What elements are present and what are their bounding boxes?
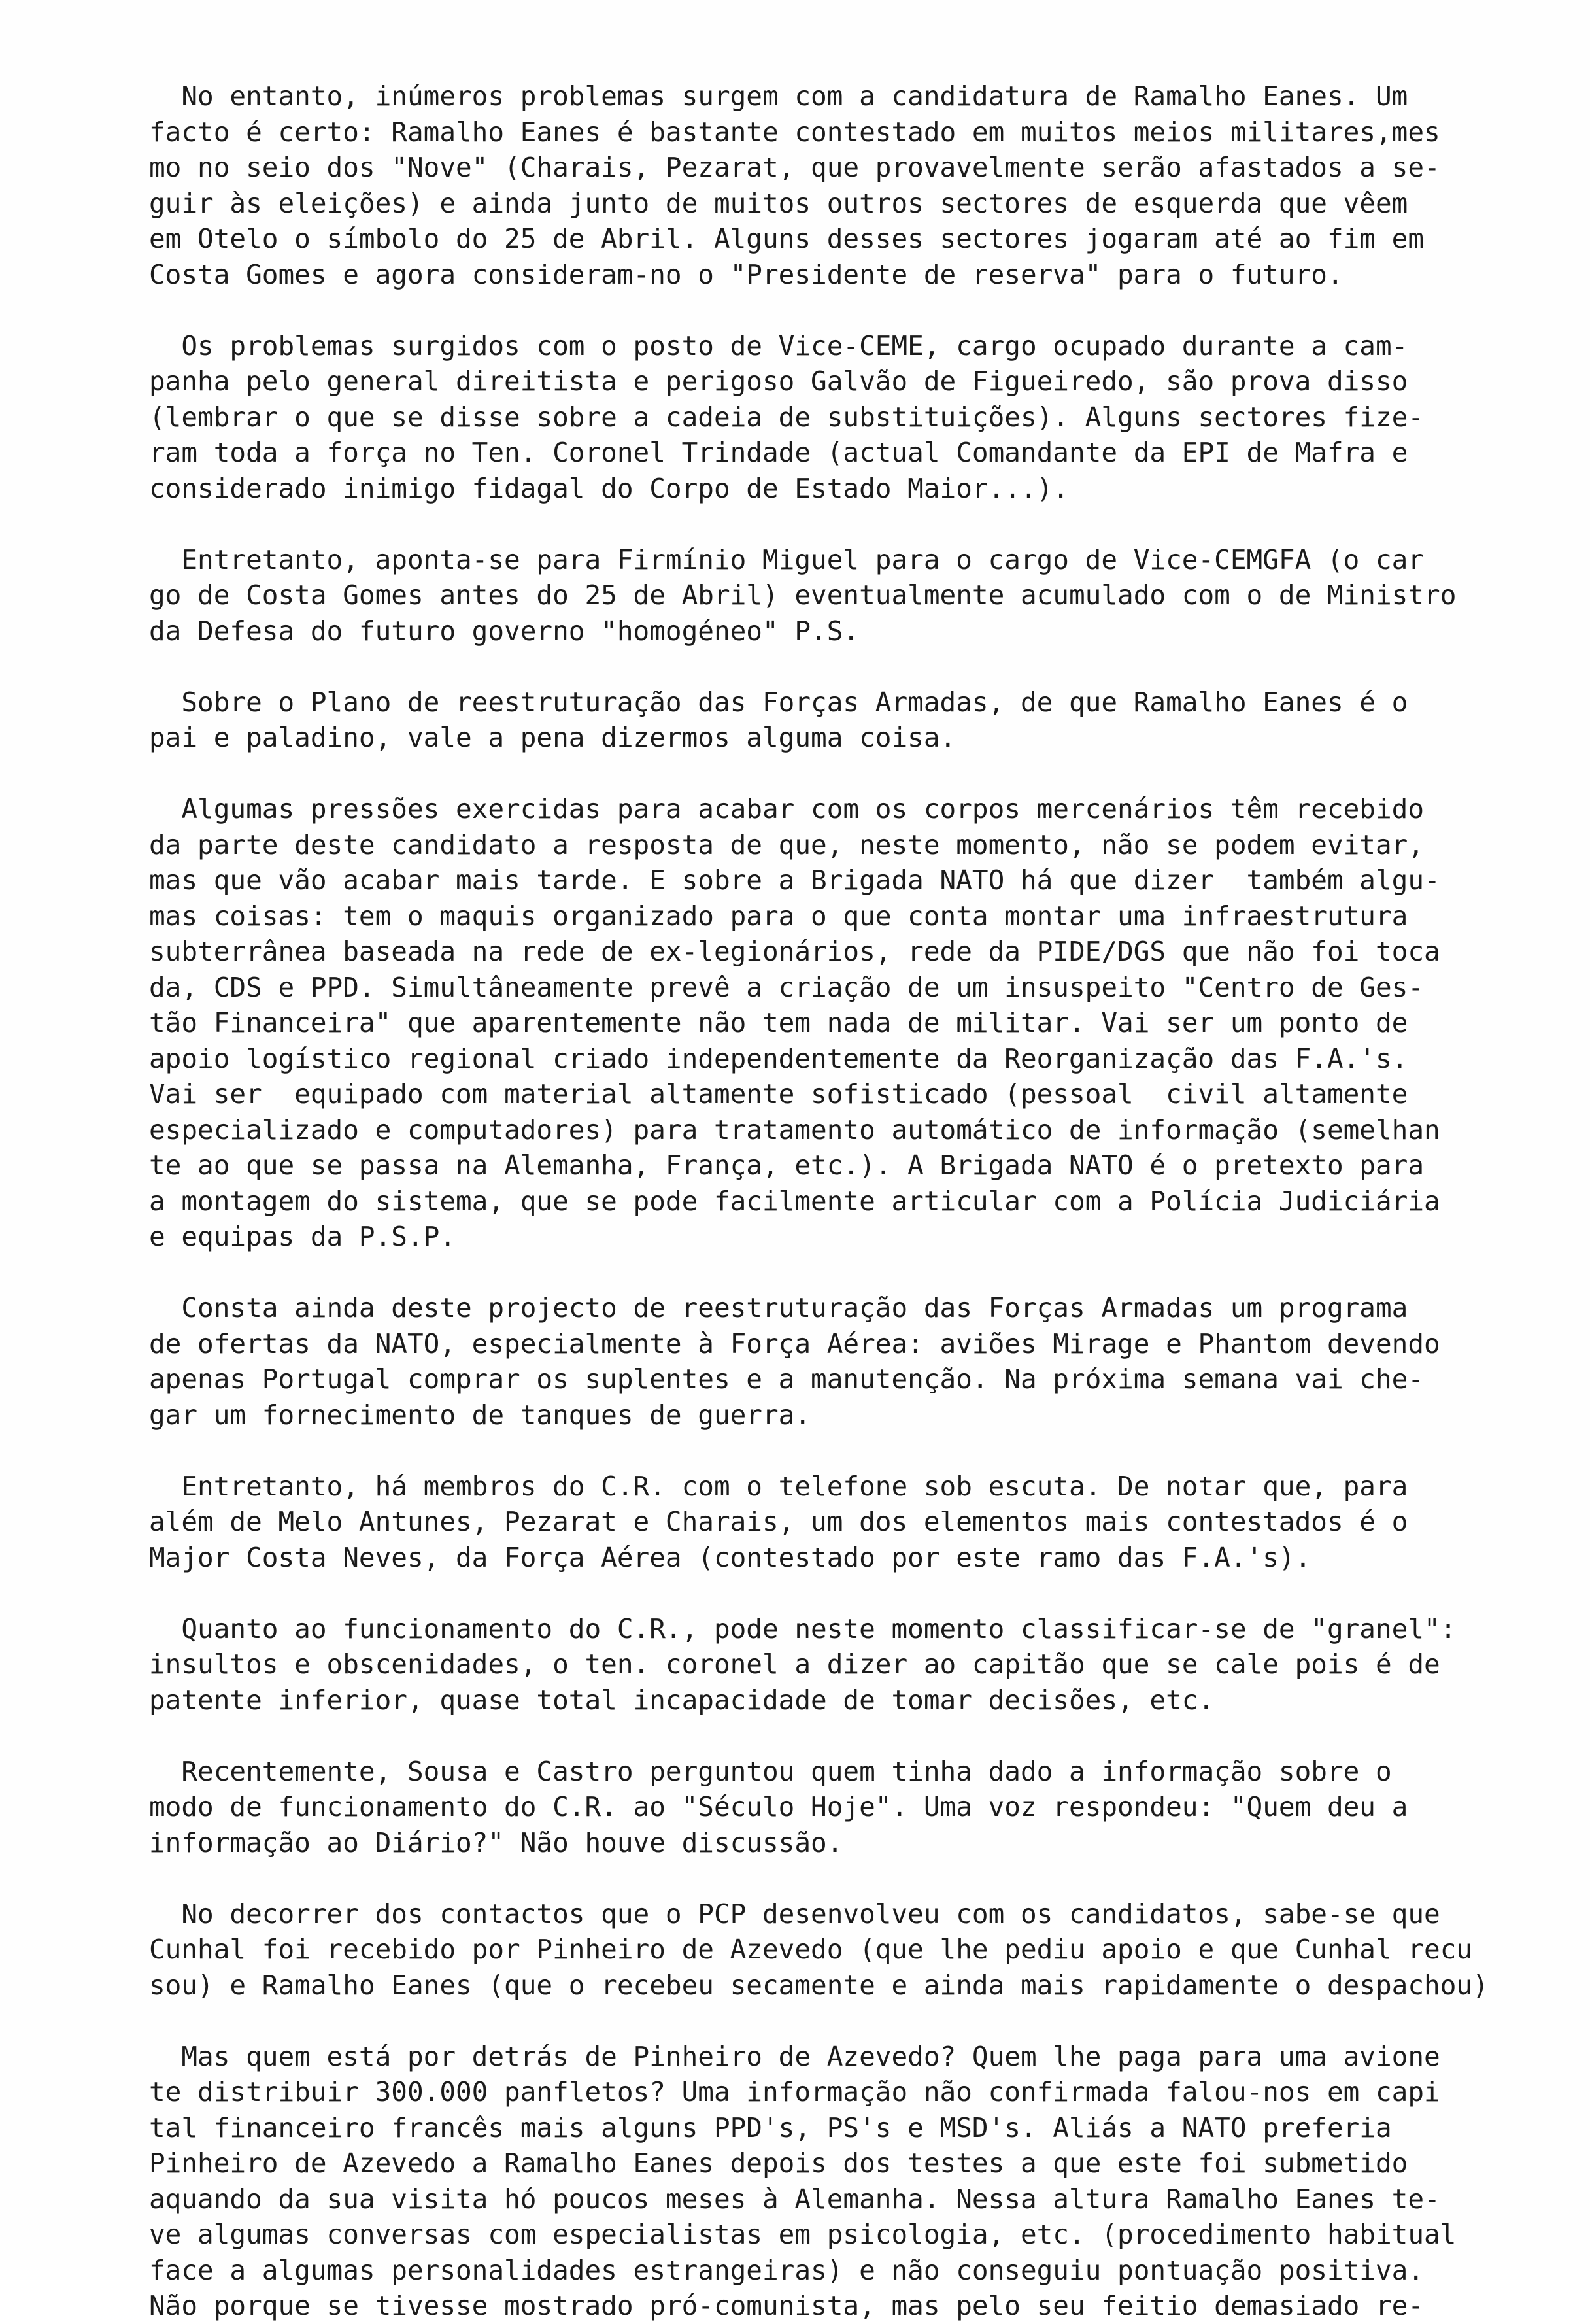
- text-line: Costa Gomes e agora consideram-no o "Presidente de reserva" para o futuro.: [149, 258, 1344, 290]
- text-line: da parte deste candidato a resposta de que, neste momento, não se podem evitar,: [149, 829, 1425, 861]
- text-line: go de Costa Gomes antes do 25 de Abril) eventualmente acumulado com o de Ministro: [149, 579, 1457, 611]
- text-line: Pinheiro de Azevedo a Ramalho Eanes depois dos testes a que este foi submetido: [149, 2147, 1408, 2179]
- paragraph: [149, 1754, 1463, 1861]
- text-line: Cunhal foi recebido por Pinheiro de Azevedo (que lhe pediu apoio e que Cunhal recu: [149, 1934, 1473, 1965]
- text-line: informação ao Diário?" Não houve discussão.: [149, 1826, 843, 1858]
- paragraph: [149, 2039, 1463, 2324]
- text-line: aquando da sua visita hó poucos meses à Alemanha. Nessa altura Ramalho Eanes te-: [149, 2183, 1440, 2215]
- text-line: facto é certo: Ramalho Eanes é bastante contestado em muitos meios militares,mes: [149, 116, 1440, 148]
- text-line: guir às eleições) e ainda junto de muitos outros sectores de esquerda que vêem: [149, 187, 1408, 219]
- text-line: face a algumas personalidades estrangeiras) e não conseguiu pontuação positiva.: [149, 2254, 1425, 2286]
- text-line: especializado e computadores) para tratamento automático de informação (semelhan: [149, 1114, 1440, 1146]
- text-line: ram toda a força no Ten. Coronel Trindade (actual Comandante da EPI de Mafra e: [149, 437, 1408, 468]
- text-line: Os problemas surgidos com o posto de Vice-CEME, cargo ocupado durante a cam-: [149, 330, 1408, 362]
- text-line: Não porque se tivesse mostrado pró-comunista, mas pelo seu feitio demasiado re-: [149, 2290, 1425, 2321]
- text-line: gar um fornecimento de tanques de guerra.: [149, 1399, 811, 1431]
- text-line: da, CDS e PPD. Simultâneamente prevê a criação de um insuspeito "Centro de Ges-: [149, 971, 1425, 1003]
- paragraph: [149, 328, 1463, 507]
- text-line: Major Costa Neves, da Força Aérea (contestado por este ramo das F.A.'s).: [149, 1541, 1311, 1573]
- text-line: Entretanto, aponta-se para Firmínio Miguel para o cargo de Vice-CEMGFA (o car: [149, 543, 1425, 575]
- document-body: [149, 78, 1489, 2324]
- text-line: mo no seio dos "Nove" (Charais, Pezarat, que provavelmente serão afastados a se-: [149, 152, 1440, 183]
- paragraph: [149, 1611, 1463, 1718]
- text-line: Algumas pressões exercidas para acabar com os corpos mercenários têm recebido: [149, 793, 1425, 825]
- text-line: subterrânea baseada na rede de ex-legionários, rede da PIDE/DGS que não foi toca: [149, 936, 1440, 967]
- text-line: tão Financeira" que aparentemente não tem nada de militar. Vai ser um ponto de: [149, 1007, 1408, 1038]
- paragraph: [149, 1469, 1463, 1576]
- text-line: além de Melo Antunes, Pezarat e Charais, um dos elementos mais contestados é o: [149, 1506, 1408, 1537]
- text-line: sou) e Ramalho Eanes (que o recebeu secamente e ainda mais rapidamente o despachou): [149, 1969, 1489, 2001]
- text-line: (lembrar o que se disse sobre a cadeia de substituições). Alguns sectores fize-: [149, 401, 1425, 433]
- text-line: modo de funcionamento do C.R. ao "Século Hoje". Uma voz respondeu: "Quem deu a: [149, 1791, 1408, 1822]
- text-line: e equipas da P.S.P.: [149, 1221, 456, 1252]
- text-line: mas coisas: tem o maquis organizado para o que conta montar uma infraestrutura: [149, 900, 1408, 932]
- paragraph: [149, 1896, 1489, 2004]
- text-line: No entanto, inúmeros problemas surgem com a candidatura de Ramalho Eanes. Um: [149, 80, 1408, 112]
- text-line: pai e paladino, vale a pena dizermos alguma coisa.: [149, 722, 956, 753]
- text-line: panha pelo general direitista e perigoso Galvão de Figueiredo, são prova disso: [149, 366, 1408, 397]
- text-line: Entretanto, há membros do C.R. com o telefone sob escuta. De notar que, para: [149, 1470, 1408, 1502]
- text-line: tal financeiro francês mais alguns PPD's, PS's e MSD's. Aliás a NATO preferia: [149, 2111, 1392, 2144]
- text-line: te distribuir 300.000 panfletos? Uma informação não confirmada falou-nos em capi: [149, 2076, 1440, 2108]
- text-line: ve algumas conversas com especialistas em psicologia, etc. (procedimento habitual: [149, 2219, 1457, 2250]
- text-line: Sobre o Plano de reestruturação das Forças Armadas, de que Ramalho Eanes é o: [149, 686, 1408, 718]
- text-line: apoio logístico regional criado independentemente da Reorganização das F.A.'s.: [149, 1042, 1408, 1074]
- paragraph: [149, 791, 1463, 1255]
- text-line: Consta ainda deste projecto de reestruturação das Forças Armadas um programa: [149, 1292, 1408, 1324]
- text-line: te ao que se passa na Alemanha, França, etc.). A Brigada NATO é o pretexto para: [149, 1150, 1425, 1181]
- text-line: de ofertas da NATO, especialmente à Força Aérea: aviões Mirage e Phantom devendo: [149, 1327, 1440, 1359]
- text-line: a montagem do sistema, que se pode facilmente articular com a Polícia Judiciária: [149, 1185, 1440, 1217]
- paragraph: [149, 542, 1463, 649]
- text-line: Recentemente, Sousa e Castro perguntou quem tinha dado a informação sobre o: [149, 1755, 1392, 1787]
- text-line: Vai ser equipado com material altamente sofisticado (pessoal civil altamente: [149, 1078, 1408, 1110]
- text-line: da Defesa do futuro governo "homogéneo" P.S.: [149, 615, 860, 647]
- text-line: patente inferior, quase total incapacidade de tomar decisões, etc.: [149, 1684, 1215, 1716]
- text-line: em Otelo o símbolo do 25 de Abril. Alguns desses sectores jogaram até ao fim em: [149, 223, 1425, 254]
- text-line: mas que vão acabar mais tarde. E sobre a Brigada NATO há que dizer também algu-: [149, 864, 1440, 896]
- text-line: considerado inimigo fidagal do Corpo de Estado Maior...).: [149, 472, 1069, 504]
- text-line: apenas Portugal comprar os suplentes e a manutenção. Na próxima semana vai che-: [149, 1363, 1425, 1395]
- text-line: Quanto ao funcionamento do C.R., pode neste momento classificar-se de "granel":: [149, 1613, 1457, 1645]
- text-line: Mas quem está por detrás de Pinheiro de Azevedo? Quem lhe paga para uma avione: [149, 2040, 1440, 2072]
- text-line: insultos e obscenidades, o ten. coronel a dizer ao capitão que se cale pois é de: [149, 1649, 1440, 1680]
- paragraph: [149, 685, 1463, 756]
- paragraph: [149, 78, 1463, 292]
- text-line: No decorrer dos contactos que o PCP desenvolveu com os candidatos, sabe-se que: [149, 1898, 1440, 1930]
- paragraph: [149, 1290, 1463, 1433]
